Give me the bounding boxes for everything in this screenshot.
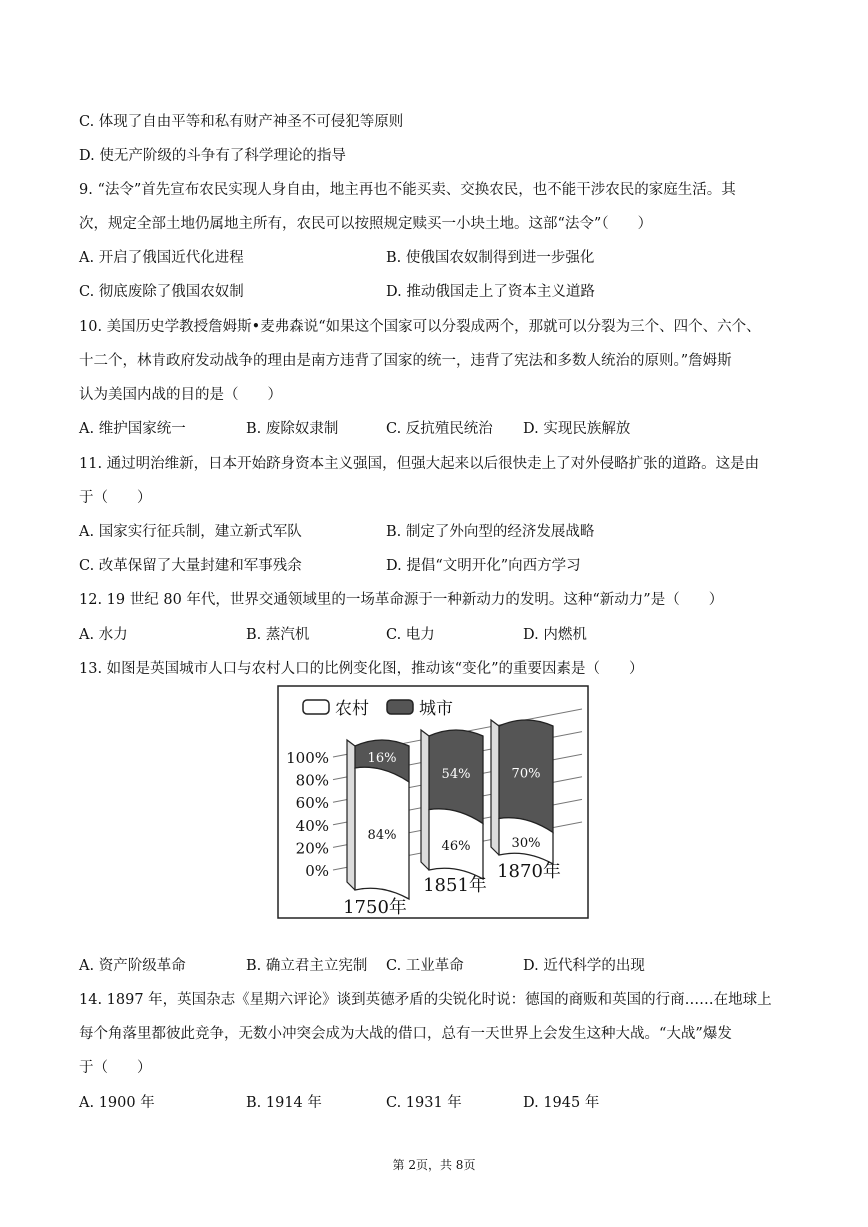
q12-option-a: A. 水力 <box>79 627 128 643</box>
category-label: 1851年 <box>423 875 487 896</box>
q13-option-a: A. 资产阶级革命 <box>79 958 186 974</box>
q10-stem-line3: 认为美国内战的目的是（ ） <box>79 387 282 403</box>
q10-stem-line1: 10. 美国历史学教授詹姆斯•麦弗森说“如果这个国家可以分裂成两个，那就可以分裂为三个、四个、六个、 <box>79 319 761 335</box>
category-label: 1750年 <box>343 897 407 918</box>
q14-stem-line3: 于（ ） <box>79 1060 152 1076</box>
category-label: 1870年 <box>497 861 561 882</box>
q14-option-c: C. 1931 年 <box>386 1095 462 1111</box>
legend-swatch-rural <box>303 700 329 714</box>
q10-option-d: D. 实现民族解放 <box>523 421 631 437</box>
q9-stem-line2: 次，规定全部土地仍属地主所有，农民可以按照规定赎买一小块土地。这部“法令”（ ） <box>79 216 653 232</box>
y-tick-label: 100% <box>286 749 329 767</box>
q11-option-a: A. 国家实行征兵制，建立新式军队 <box>79 524 302 540</box>
q10-stem-line2: 十二个，林肯政府发动战争的理由是南方违背了国家的统一，违背了宪法和多数人统治的原则。”詹姆斯 <box>79 353 732 369</box>
q9-stem-line1: 9. “法令”首先宣布农民实现人身自由，地主再也不能买卖、交换农民，也不能干涉农民的家庭生活。其 <box>79 182 736 198</box>
data-label-rural: 46% <box>441 838 471 854</box>
y-tick-label: 40% <box>295 816 329 835</box>
q10-option-a: A. 维护国家统一 <box>79 421 186 437</box>
q9-option-a: A. 开启了俄国近代化进程 <box>79 250 244 266</box>
y-tick-label: 80% <box>295 771 329 790</box>
q13-option-b: B. 确立君主立宪制 <box>246 958 368 974</box>
q9-option-d: D. 推动俄国走上了资本主义道路 <box>386 284 595 300</box>
y-tick-label: 20% <box>295 839 329 858</box>
q10-option-c: C. 反抗殖民统治 <box>386 421 493 437</box>
legend-label-rural: 农村 <box>335 699 369 719</box>
q14-stem-line1: 14. 1897 年，英国杂志《星期六评论》谈到英德矛盾的尖锐化时说：德国的商贩和英国的行商……在地球上 <box>79 992 772 1008</box>
data-label-urban: 70% <box>511 766 541 782</box>
page-footer: 第 2页，共 8页 <box>392 1158 476 1172</box>
population-ratio-chart <box>277 685 589 919</box>
q14-option-a: A. 1900 年 <box>79 1095 155 1111</box>
q8-option-c: C. 体现了自由平等和私有财产神圣不可侵犯等原则 <box>79 114 404 130</box>
q11-stem-line1: 11. 通过明治维新，日本开始跻身资本主义强国，但强大起来以后很快走上了对外侵略扩张的道路。这是由 <box>79 456 760 472</box>
q14-option-d: D. 1945 年 <box>523 1095 600 1111</box>
data-label-rural: 30% <box>511 835 541 851</box>
q10-option-b: B. 废除奴隶制 <box>246 421 339 437</box>
data-label-rural: 84% <box>367 828 397 843</box>
legend-label-urban: 城市 <box>419 699 453 719</box>
q11-option-d: D. 提倡“文明开化”向西方学习 <box>386 558 581 574</box>
q11-stem-line2: 于（ ） <box>79 490 152 506</box>
q13-stem: 13. 如图是英国城市人口与农村人口的比例变化图，推动该“变化”的重要因素是（ ） <box>79 661 644 677</box>
q13-option-d: D. 近代科学的出现 <box>523 958 645 974</box>
q12-option-d: D. 内燃机 <box>523 627 587 643</box>
q14-stem-line2: 每个角落里都彼此竞争，无数小冲突会成为大战的借口，总有一天世界上会发生这种大战。“大战”爆发 <box>79 1026 732 1042</box>
legend-swatch-urban <box>387 700 413 714</box>
q12-option-c: C. 电力 <box>386 627 435 643</box>
data-label-urban: 16% <box>367 751 397 766</box>
q14-option-b: B. 1914 年 <box>246 1095 322 1111</box>
q11-option-c: C. 改革保留了大量封建和军事残余 <box>79 558 302 574</box>
y-tick-label: 0% <box>305 862 329 880</box>
y-tick-label: 60% <box>295 794 329 813</box>
q12-stem: 12. 19 世纪 80 年代，世界交通领域里的一场革命源于一种新动力的发明。这种“新动力”是（ ） <box>79 592 724 608</box>
data-label-urban: 54% <box>441 766 471 782</box>
column-side <box>421 730 429 870</box>
q13-option-c: C. 工业革命 <box>386 958 464 974</box>
q9-option-b: B. 使俄国农奴制得到进一步强化 <box>386 250 595 266</box>
column-side <box>491 720 499 855</box>
q8-option-d: D. 使无产阶级的斗争有了科学理论的指导 <box>79 148 346 164</box>
column-side <box>347 740 355 890</box>
q9-option-c: C. 彻底废除了俄国农奴制 <box>79 284 244 300</box>
q12-option-b: B. 蒸汽机 <box>246 627 310 643</box>
q11-option-b: B. 制定了外向型的经济发展战略 <box>386 524 595 540</box>
